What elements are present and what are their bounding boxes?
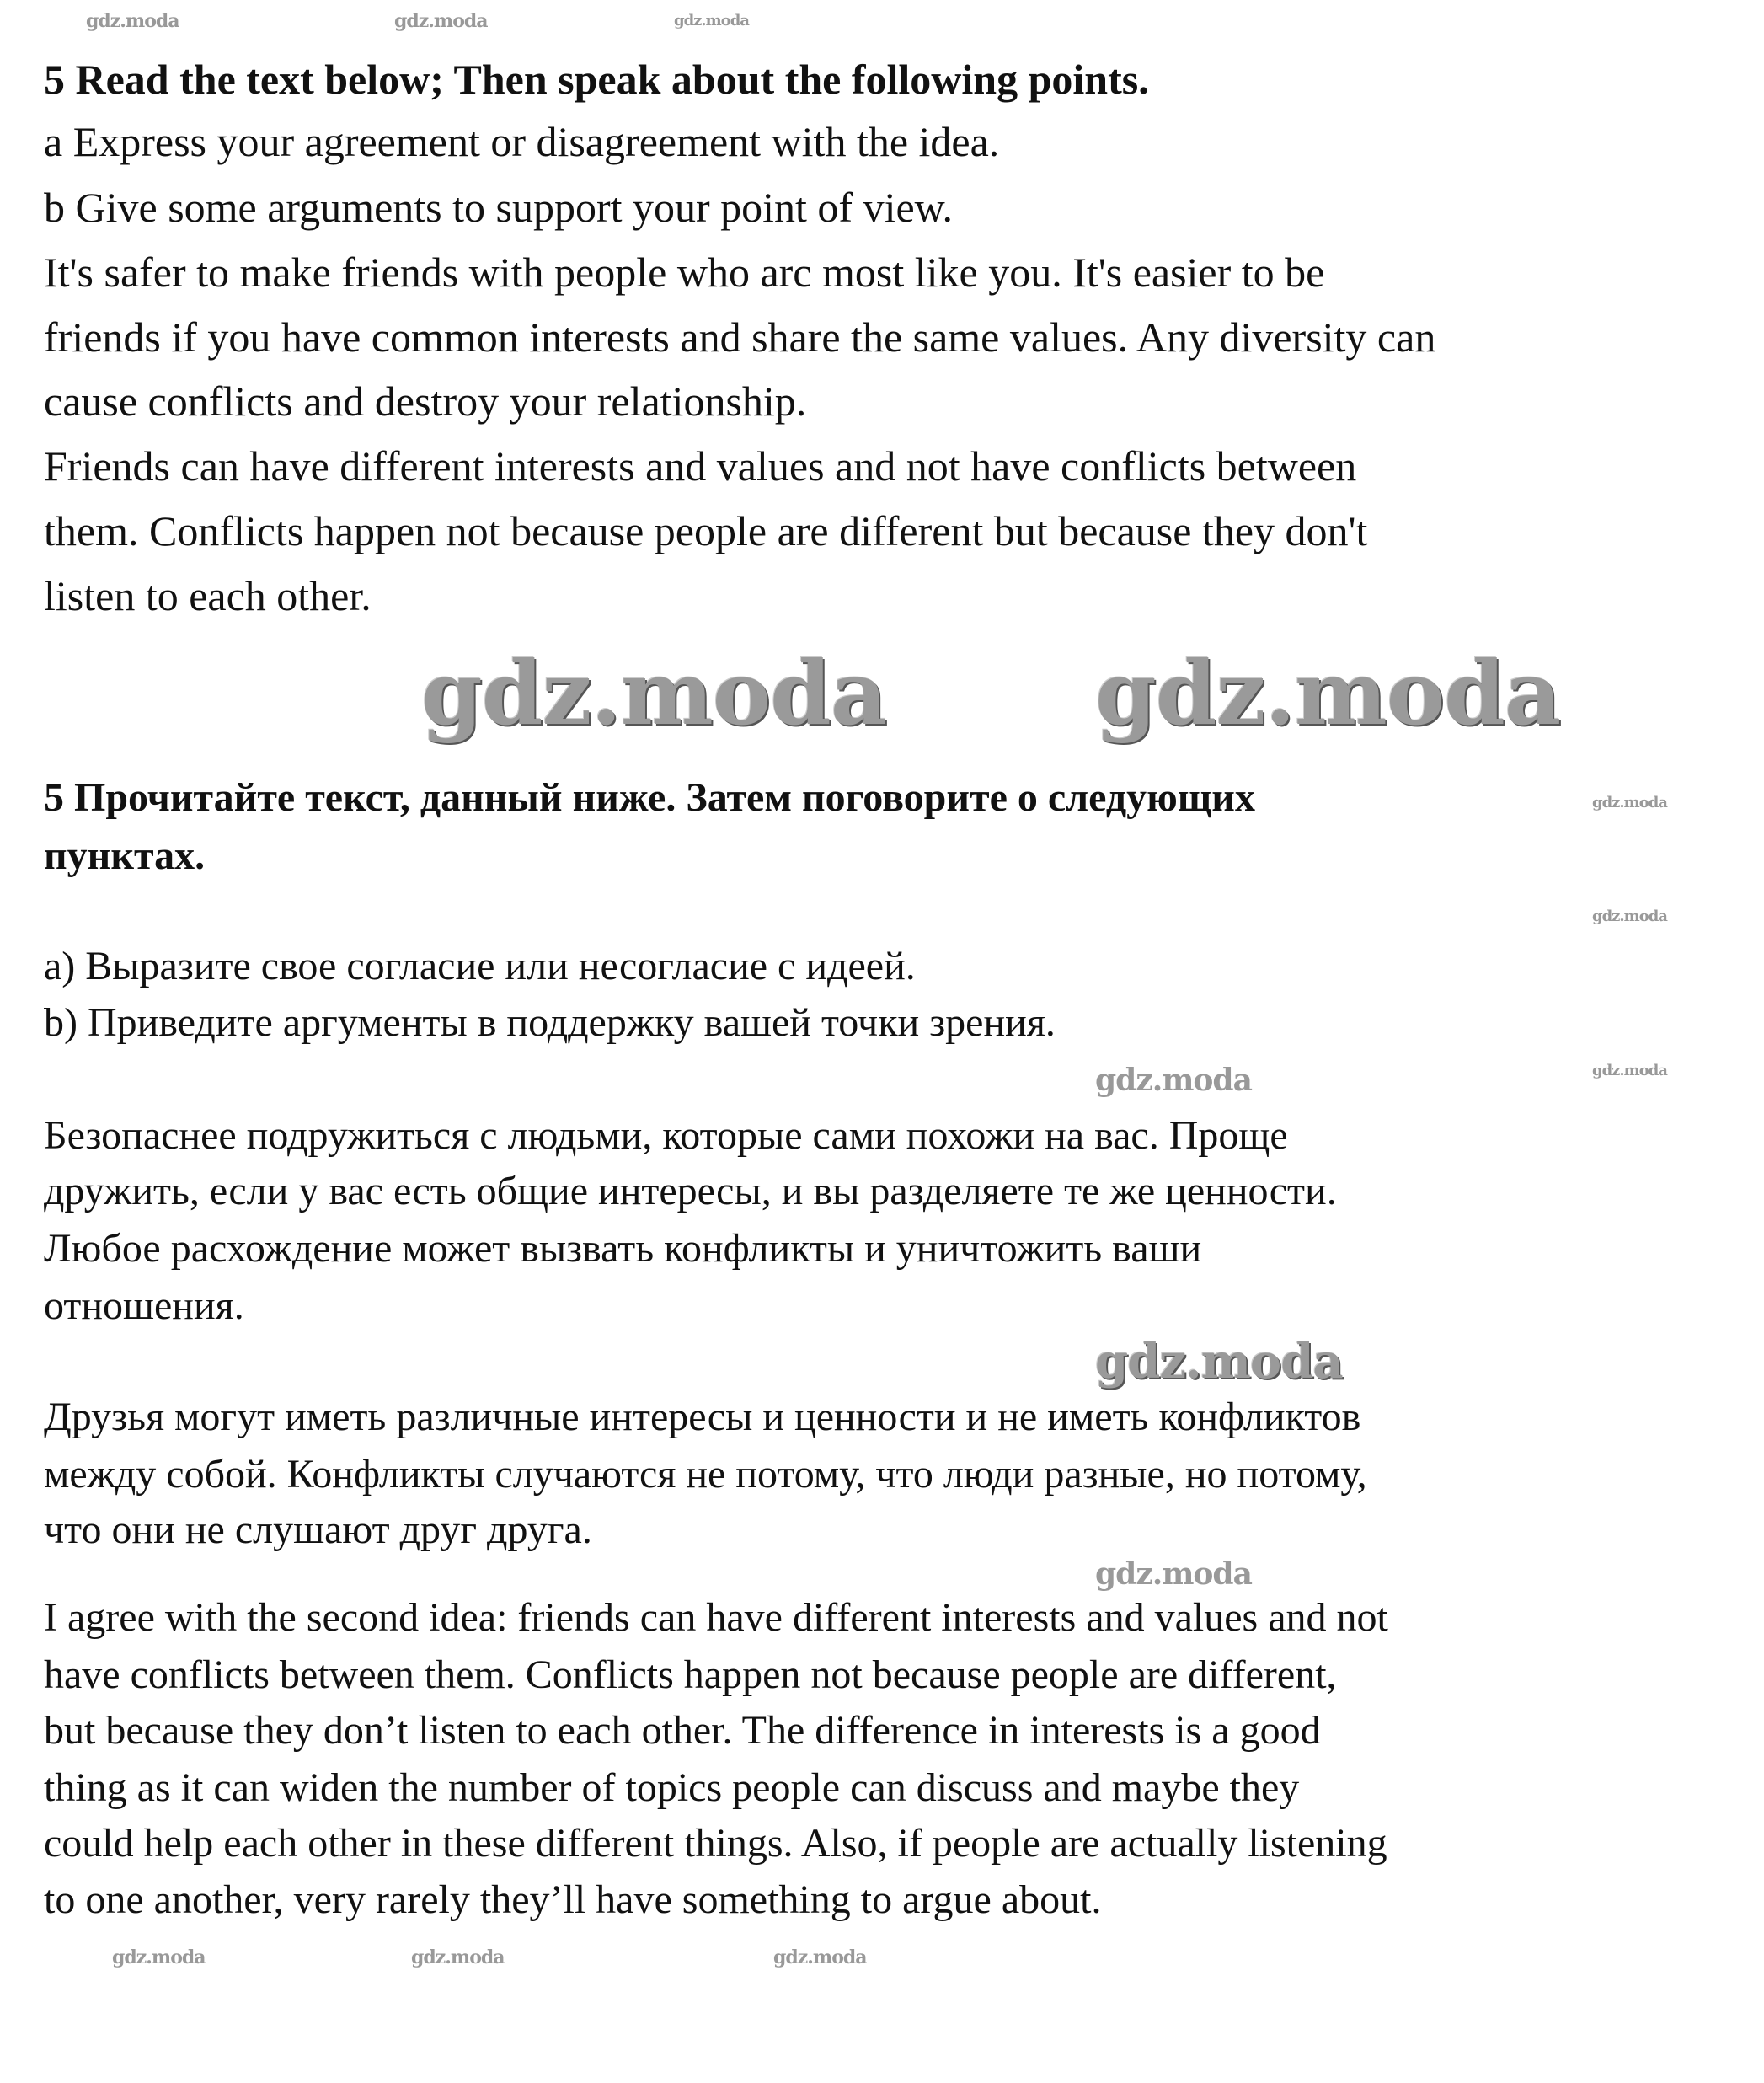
text-line: Любое расхождение может вызвать конфликты и уничтожить ваши: [44, 1226, 1202, 1271]
text-line: listen to each other.: [44, 572, 372, 619]
task-point-a: a Express your agreement or disagreement with the idea.: [44, 118, 1000, 165]
watermark: gdz.moda: [1095, 1063, 1252, 1098]
answer-line: have conflicts between them. Conflicts happen not because people are different,: [44, 1652, 1337, 1697]
text-line: Друзья могут иметь различные интересы и ценности и не иметь конфликтов: [44, 1395, 1361, 1439]
text-line: Friends can have different interests and values and not have conflicts between: [44, 442, 1357, 490]
watermark: gdz.moda: [1592, 794, 1667, 811]
watermark: gdz.moda: [421, 641, 887, 745]
watermark: gdz.moda: [1592, 1062, 1667, 1079]
task-point-a: a) Выразите свое согласие или несогласие с идеей.: [44, 944, 916, 988]
task-title: 5 Прочитайте текст, данный ниже. Затем поговорите о следующих: [44, 775, 1255, 820]
watermark: gdz.moda: [394, 10, 488, 32]
watermark: gdz.moda: [773, 1946, 867, 1968]
text-line: It's safer to make friends with people who arc most like you. It's easier to be: [44, 249, 1325, 296]
task-point-b: b Give some arguments to support your point of view.: [44, 184, 954, 231]
watermark: gdz.moda: [1592, 908, 1667, 925]
text-line: отношения.: [44, 1283, 244, 1328]
text-line: cause conflicts and destroy your relationship.: [44, 378, 807, 425]
task-title: пунктах.: [44, 833, 206, 878]
text-line: them. Conflicts happen not because people are different but because they don't: [44, 507, 1368, 554]
task-point-b: b) Приведите аргументы в поддержку вашей точки зрения.: [44, 1000, 1056, 1045]
text-line: friends if you have common interests and share the same values. Any diversity can: [44, 313, 1436, 361]
watermark: gdz.moda: [1095, 1334, 1343, 1390]
text-line: между собой. Конфликты случаются не потому, что люди разные, но потому,: [44, 1452, 1367, 1497]
answer-line: I agree with the second idea: friends can have different interests and values and not: [44, 1595, 1388, 1640]
answer-line: to one another, very rarely they’ll have something to argue about.: [44, 1877, 1102, 1922]
watermark: gdz.moda: [112, 1946, 206, 1968]
answer-line: but because they don’t listen to each other. The difference in interests is a good: [44, 1708, 1321, 1753]
text-line: Безопаснее подружиться с людьми, которые сами похожи на вас. Проще: [44, 1113, 1288, 1158]
task-title: 5 Read the text below; Then speak about the following points.: [44, 56, 1149, 103]
watermark: gdz.moda: [86, 10, 179, 32]
answer-line: could help each other in these different things. Also, if people are actually listening: [44, 1821, 1387, 1866]
answer-line: thing as it can widen the number of topics people can discuss and maybe they: [44, 1765, 1300, 1810]
text-line: дружить, если у вас есть общие интересы, и вы разделяете те же ценности.: [44, 1169, 1337, 1213]
watermark: gdz.moda: [411, 1946, 505, 1968]
text-line: что они не слушают друг друга.: [44, 1507, 592, 1552]
watermark: gdz.moda: [1095, 1556, 1252, 1592]
watermark: gdz.moda: [674, 12, 749, 29]
watermark: gdz.moda: [1095, 641, 1561, 745]
